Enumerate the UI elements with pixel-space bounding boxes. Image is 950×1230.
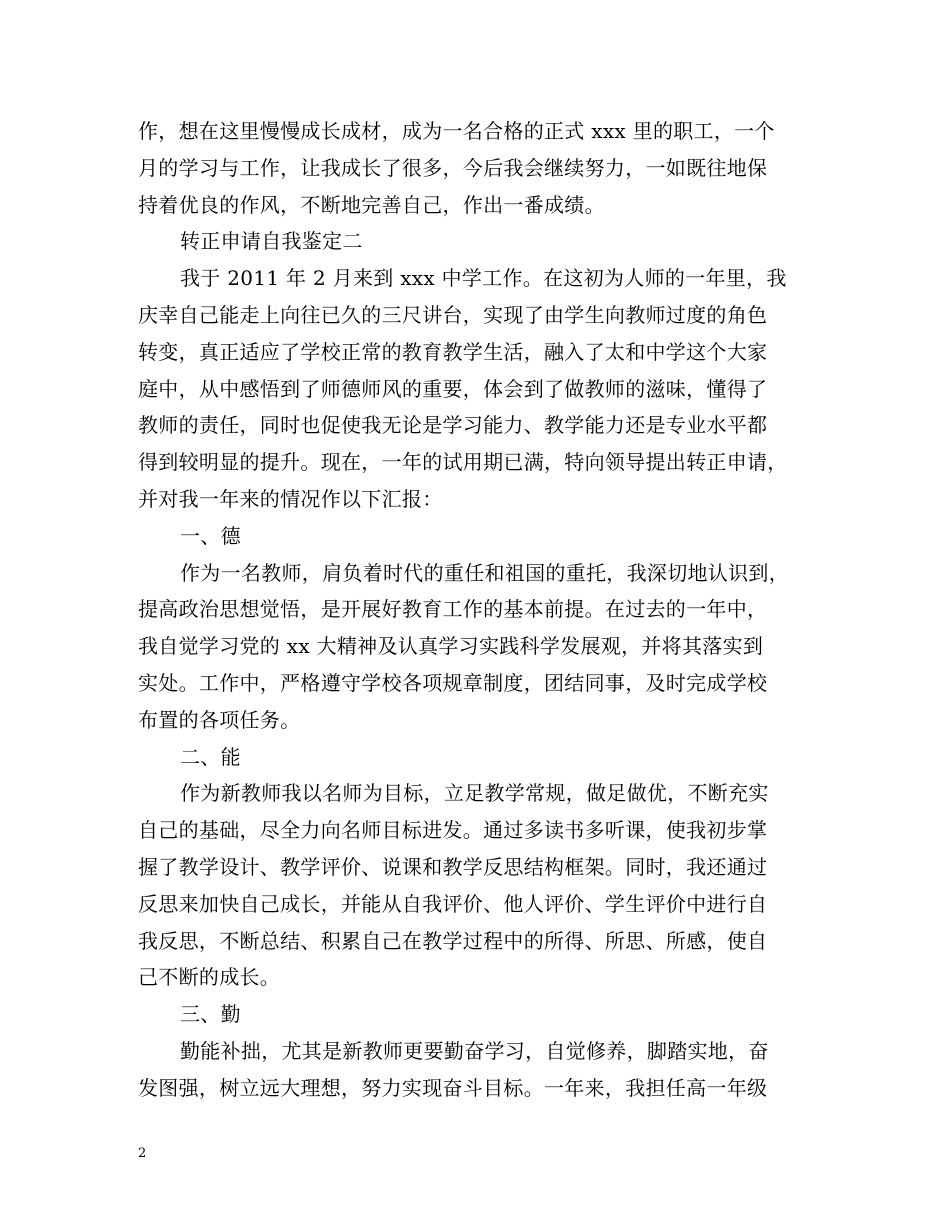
section-heading: 转正申请自我鉴定二	[180, 229, 363, 254]
page-number: 2	[138, 1146, 147, 1161]
text-line: 转变，真正适应了学校正常的教育教学生活，融入了太和中学这个大家	[138, 339, 768, 364]
text-line: 握了教学设计、教学评价、说课和教学反思结构框架。同时，我还通过	[138, 854, 768, 879]
text-line: 我于 2011 年 2 月来到 xxx 中学工作。在这初为人师的一年里，我	[180, 266, 787, 291]
text-line: 发图强，树立远大理想，努力实现奋斗目标。一年来，我担任高一年级	[138, 1075, 768, 1100]
text-line: 持着优良的作风，不断地完善自己，作出一番成绩。	[138, 192, 605, 217]
text-line: 反思来加快自己成长，并能从自我评价、他人评价、学生评价中进行自	[138, 891, 768, 916]
section-heading: 一、德	[180, 523, 241, 548]
text-line: 教师的责任，同时也促使我无论是学习能力、教学能力还是专业水平都	[138, 413, 768, 438]
text-line: 布置的各项任务。	[138, 707, 301, 732]
text-line: 并对我一年来的情况作以下汇报：	[138, 486, 443, 511]
section-heading: 二、能	[180, 744, 241, 769]
document-body	[138, 113, 828, 1107]
text-line: 提高政治思想觉悟，是开展好教育工作的基本前提。在过去的一年中，	[138, 597, 768, 622]
text-line: 庭中，从中感悟到了师德师风的重要，体会到了做教师的滋味，懂得了	[138, 376, 768, 401]
text-line: 己不断的成长。	[138, 965, 281, 990]
text-line: 我反思，不断总结、积累自己在教学过程中的所得、所思、所感，使自	[138, 928, 768, 953]
text-line: 作为一名教师，肩负着时代的重任和祖国的重托，我深切地认识到，	[180, 560, 789, 585]
text-line: 我自觉学习党的 xx 大精神及认真学习实践科学发展观，并将其落实到	[138, 634, 764, 659]
text-line: 自己的基础，尽全力向名师目标进发。通过多读书多听课，使我初步掌	[138, 818, 768, 843]
text-line: 庆幸自己能走上向往已久的三尺讲台，实现了由学生向教师过度的角色	[138, 302, 768, 327]
text-line: 月的学习与工作，让我成长了很多，今后我会继续努力，一如既往地保	[138, 155, 768, 180]
text-line: 得到较明显的提升。现在，一年的试用期已满，特向领导提出转正申请，	[138, 450, 788, 475]
text-line: 作为新教师我以名师为目标，立足教学常规，做足做优，不断充实	[180, 781, 769, 806]
text-line: 实处。工作中，严格遵守学校各项规章制度，团结同事，及时完成学校	[138, 670, 768, 695]
text-line: 作，想在这里慢慢成长成材，成为一名合格的正式 xxx 里的职工，一个	[138, 119, 775, 143]
text-line: 勤能补拙，尤其是新教师更要勤奋学习，自觉修养，脚踏实地，奋	[180, 1038, 769, 1063]
section-heading: 三、勤	[180, 1002, 241, 1027]
